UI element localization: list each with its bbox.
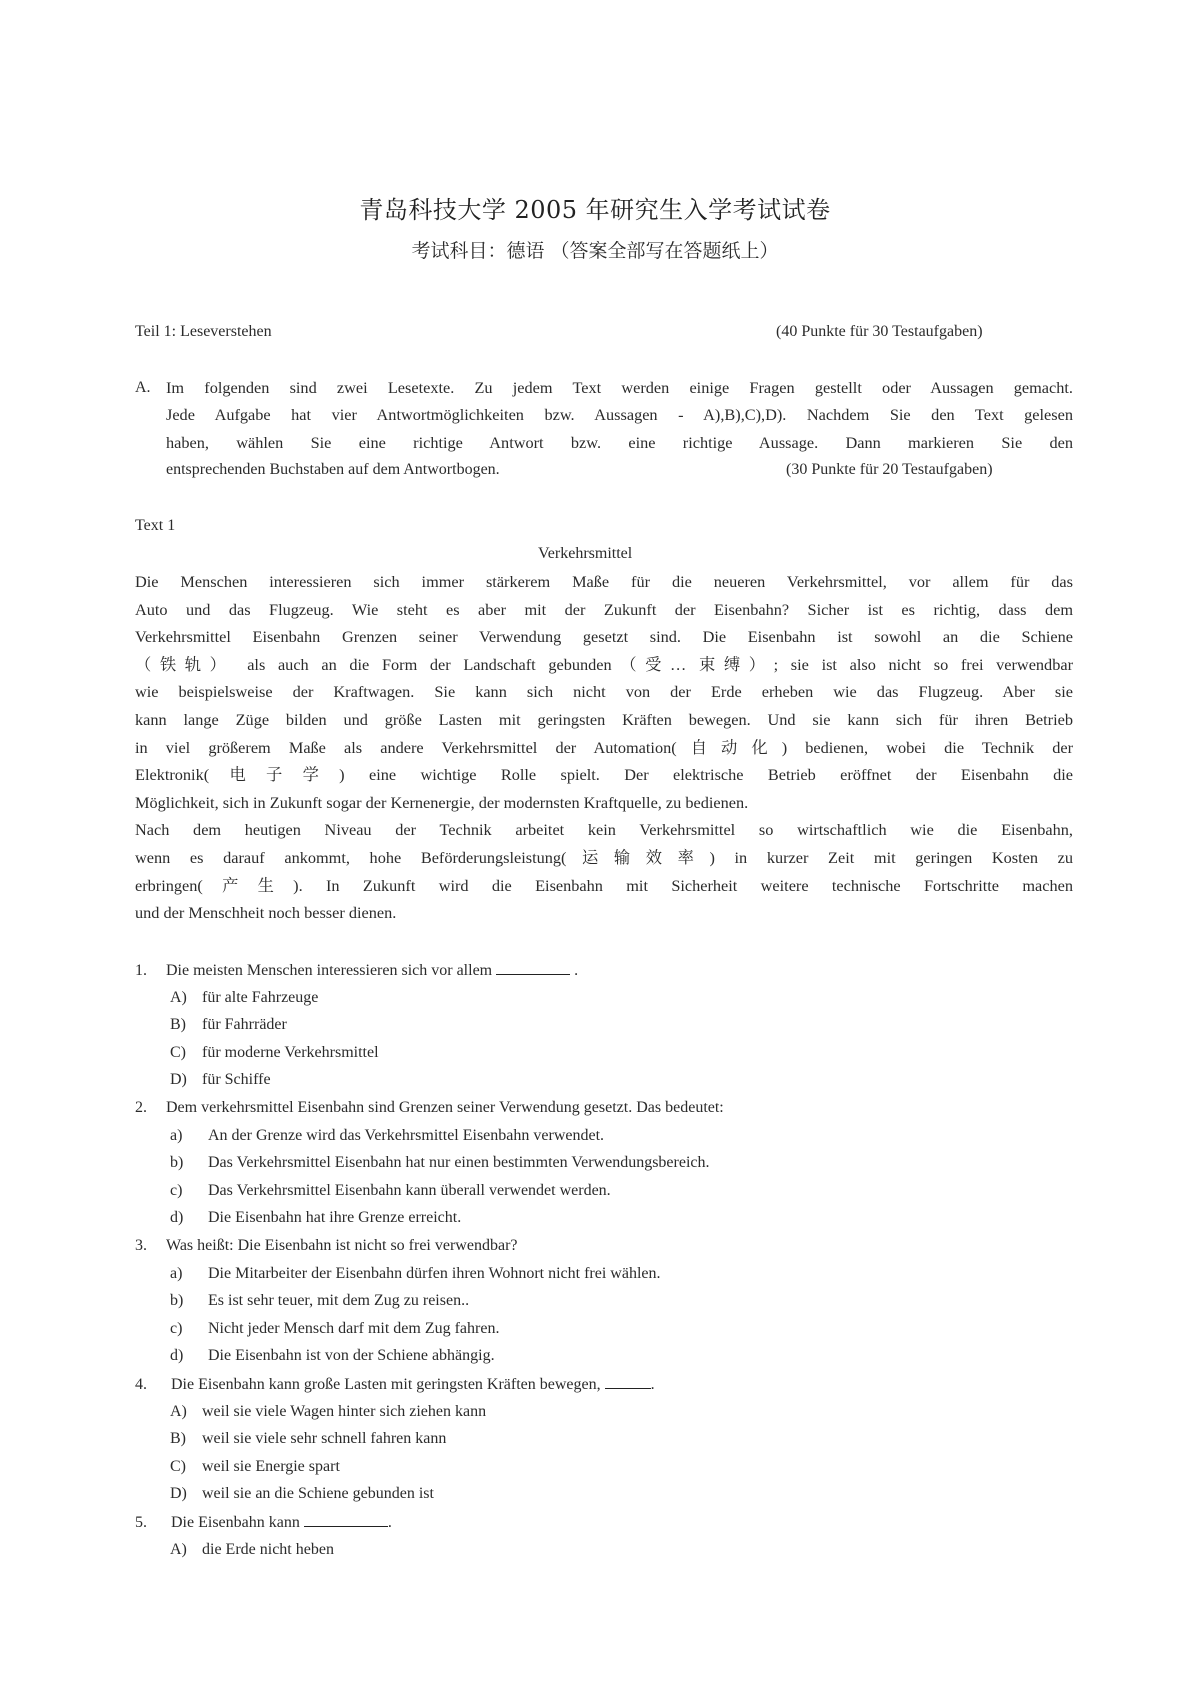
question-number: 4. (135, 1376, 147, 1393)
part-label: Teil 1: Leseverstehen (135, 323, 272, 340)
option-letter: D) (170, 1071, 187, 1089)
answer-option (170, 1015, 287, 1035)
option-text: weil sie viele Wagen hinter sich ziehen kann (202, 1402, 487, 1420)
option-letter: d) (170, 1347, 184, 1365)
section-a-line: haben, wählen Sie eine richtige Antwort bzw. eine richtige Aussage. Dann markieren Sie den (166, 433, 1073, 452)
option-text: Die Mitarbeiter der Eisenbahn dürfen ihren Wohnort nicht frei wählen. (208, 1264, 661, 1282)
answer-option (170, 988, 318, 1008)
option-text: An der Grenze wird das Verkehrsmittel Eisenbahn verwendet. (208, 1126, 605, 1144)
option-text: für Fahrräder (202, 1016, 287, 1034)
question-number: 3. (135, 1237, 147, 1254)
question-text: Die meisten Menschen interessieren sich vor allem (166, 962, 497, 979)
option-letter: d) (170, 1209, 184, 1227)
option-text: für Schiffe (202, 1071, 271, 1089)
option-text: Nicht jeder Mensch darf mit dem Zug fahren. (208, 1319, 500, 1337)
answer-blank (304, 1512, 388, 1527)
option-letter: D) (170, 1485, 187, 1503)
option-text: weil sie Energie spart (202, 1457, 340, 1475)
answer-option (170, 1484, 434, 1504)
option-text: die Erde nicht heben (202, 1540, 334, 1558)
answer-blank (605, 1374, 651, 1389)
question-stem (135, 1512, 392, 1533)
answer-option (170, 1319, 499, 1339)
passage-line: Möglichkeit, sich in Zukunft sogar der Kernenergie, der modernsten Kraftquelle, zu bedienen. (135, 792, 749, 812)
question-stem (135, 960, 578, 981)
option-text: Die Eisenbahn ist von der Schiene abhängig. (208, 1347, 495, 1365)
option-letter: a) (170, 1264, 183, 1282)
section-a-line: entsprechenden Buchstaben auf dem Antwortbogen. (166, 461, 500, 478)
answer-option (170, 1540, 334, 1560)
answer-option (170, 1126, 604, 1146)
text-label: Text 1 (135, 517, 176, 534)
question-text: Die Eisenbahn kann große Lasten mit geringsten Kräften bewegen, (171, 1376, 605, 1393)
question-text: Dem verkehrsmittel Eisenbahn sind Grenzen seiner Verwendung gesetzt. Das bedeutet: (166, 1099, 724, 1116)
section-a-marker: A. (135, 379, 151, 396)
option-letter: A) (170, 988, 187, 1006)
question-number: 5. (135, 1514, 147, 1531)
option-letter: b) (170, 1292, 184, 1310)
passage-line: und der Menschheit noch besser dienen. (135, 903, 397, 923)
option-letter: A) (170, 1402, 187, 1420)
answer-option (170, 1070, 271, 1090)
option-letter: A) (170, 1540, 187, 1558)
option-letter: c) (170, 1181, 183, 1199)
passage-line: Elektronik(电子学) eine wichtige Rolle spielt. Der elektrische Betrieb eröffnet der Eisenbahn die (135, 765, 1073, 785)
text-title: Verkehrsmittel (538, 545, 633, 562)
answer-option (170, 1346, 495, 1366)
option-text: Die Eisenbahn hat ihre Grenze erreicht. (208, 1209, 462, 1227)
option-text: Das Verkehrsmittel Eisenbahn hat nur einen bestimmten Verwendungsbereich. (208, 1154, 710, 1172)
answer-option (170, 1264, 660, 1284)
option-letter: c) (170, 1319, 183, 1337)
question-text: Die Eisenbahn kann (171, 1514, 304, 1531)
passage-line: in viel größerem Maße als andere Verkehrsmittel der Automation(自动化) bedienen, wobei die Technik der (135, 737, 1073, 757)
passage-line: wenn es darauf ankommt, hohe Beförderungsleistung(运输效率) in kurzer Zeit mit geringen Kosten zu (135, 848, 1073, 867)
answer-option (170, 1291, 469, 1311)
option-text: Es ist sehr teuer, mit dem Zug zu reisen.. (208, 1292, 470, 1310)
answer-option (170, 1043, 379, 1063)
passage-line: Auto und das Flugzeug. Wie steht es aber mit der Zukunft der Eisenbahn? Sicher ist es richtig, dass dem (135, 599, 1073, 619)
passage-line: Die Menschen interessieren sich immer stärkerem Maße für die neueren Verkehrsmittel, vor allem für das (135, 572, 1073, 591)
answer-option (170, 1181, 611, 1201)
question-text-end: . (387, 1514, 392, 1531)
section-a-line: Im folgenden sind zwei Lesetexte. Zu jedem Text werden einige Fragen gestellt oder Aussagen gemacht. (166, 378, 1073, 397)
option-letter: a) (170, 1126, 183, 1144)
passage-line: wie beispielsweise der Kraftwagen. Sie kann sich nicht von der Erde erheben wie das Flugzeug. Aber sie (135, 682, 1073, 702)
exam-title: 青岛科技大学 2005 年研究生入学考试试卷 (359, 196, 831, 224)
option-letter: b) (170, 1154, 184, 1172)
answer-option (170, 1153, 710, 1173)
option-text: für moderne Verkehrsmittel (202, 1043, 379, 1061)
option-letter: C) (170, 1457, 186, 1475)
passage-line: Nach dem heutigen Niveau der Technik arbeitet kein Verkehrsmittel so wirtschaftlich wie die Eisenbahn, (135, 820, 1073, 840)
option-letter: C) (170, 1043, 186, 1061)
question-number: 2. (135, 1099, 147, 1116)
section-a-line: Jede Aufgabe hat vier Antwortmöglichkeiten bzw. Aussagen - A),B),C),D). Nachdem Sie den Text gelesen (166, 405, 1073, 424)
part-points: (40 Punkte für 30 Testaufgaben) (776, 323, 983, 340)
question-stem (135, 1374, 655, 1395)
passage-line: erbringen(产生). In Zukunft wird die Eisenbahn mit Sicherheit weitere technische Fortschritte machen (135, 875, 1073, 895)
answer-option (170, 1457, 340, 1477)
question-stem (135, 1236, 518, 1256)
option-text: weil sie an die Schiene gebunden ist (202, 1485, 434, 1503)
question-text-end: . (650, 1376, 655, 1393)
question-text-end: . (570, 962, 579, 979)
answer-option (170, 1208, 461, 1228)
answer-blank (496, 960, 570, 975)
exam-subtitle: 考试科目：德语 （答案全部写在答题纸上） (411, 240, 779, 262)
option-text: für alte Fahrzeuge (202, 988, 319, 1006)
option-letter: B) (170, 1016, 186, 1034)
question-stem (135, 1098, 724, 1118)
answer-option (170, 1402, 486, 1422)
question-text: Was heißt: Die Eisenbahn ist nicht so frei verwendbar? (166, 1237, 518, 1254)
option-text: Das Verkehrsmittel Eisenbahn kann überall verwendet werden. (208, 1181, 611, 1199)
passage-line: kann lange Züge bilden und größe Lasten mit geringsten Kräften bewegen. Und sie kann sich für ihren Betrieb (135, 710, 1073, 729)
section-a-points: (30 Punkte für 20 Testaufgaben) (786, 461, 993, 478)
option-text: weil sie viele sehr schnell fahren kann (202, 1430, 447, 1448)
passage-line: （铁轨） als auch an die Form der Landschaft gebunden（受… 束缚）; sie ist also nicht so frei verwendbar (135, 654, 1073, 674)
question-number: 1. (135, 962, 147, 979)
passage-line: Verkehrsmittel Eisenbahn Grenzen seiner Verwendung gesetzt sind. Die Eisenbahn ist sowohl an die Schiene (135, 627, 1073, 647)
option-letter: B) (170, 1430, 186, 1448)
answer-option (170, 1429, 446, 1449)
